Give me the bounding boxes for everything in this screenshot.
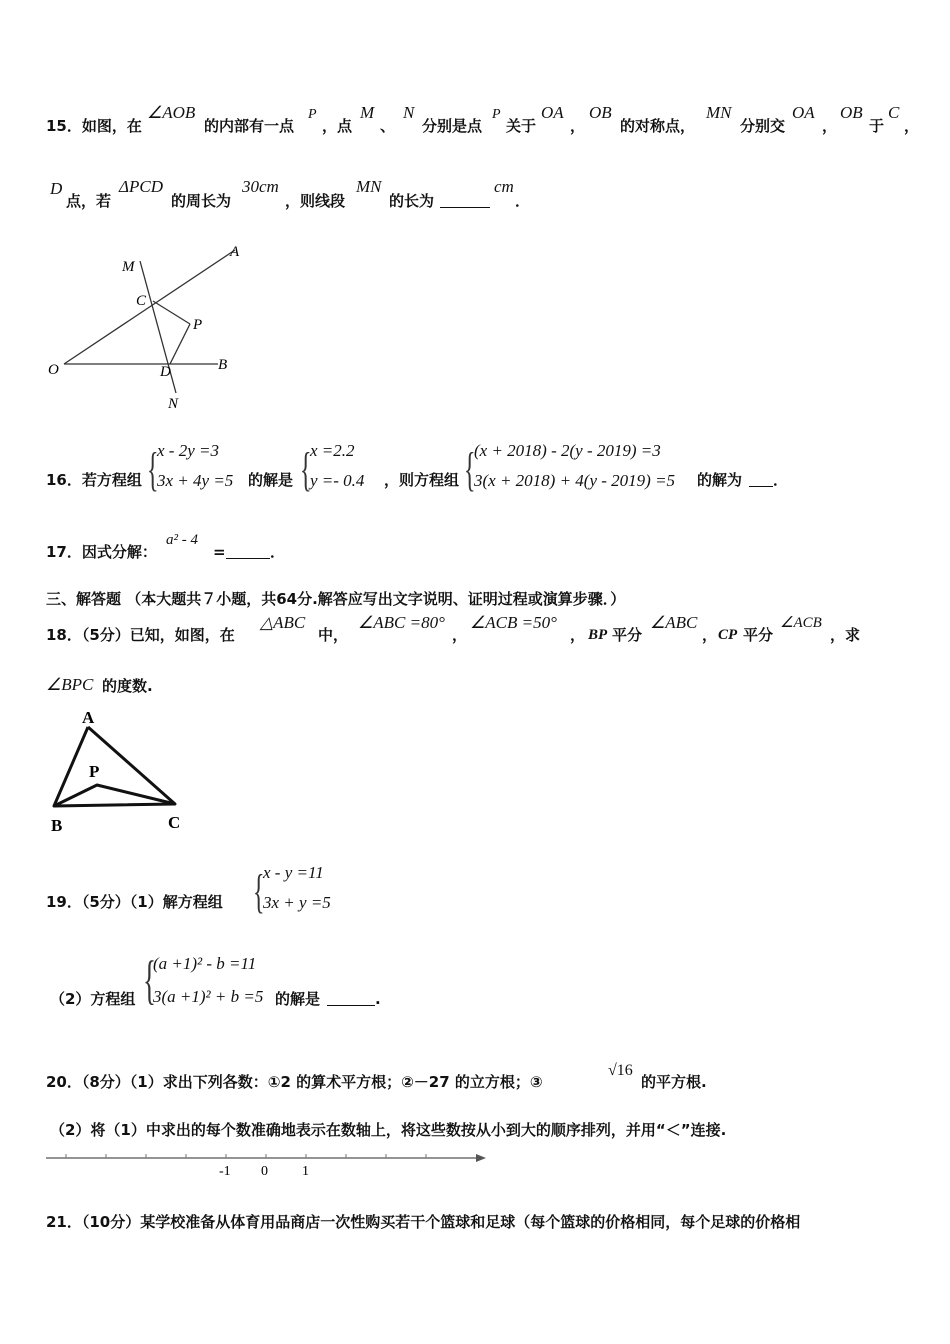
brace: {: [300, 443, 312, 496]
brace: {: [253, 865, 265, 918]
q18-figure: [40, 705, 200, 835]
q15-math: ΔPCD: [119, 177, 163, 196]
label-m: M: [122, 259, 135, 275]
q21-text: 21．（10分）某学校准备从体育用品商店一次性购买若干个篮球和足球（每个篮球的价格相同，每个足球的价格相: [46, 1213, 801, 1231]
q16-solution: [300, 440, 390, 500]
q15-figure: [40, 238, 260, 418]
equation-row: (a +1)² - b =11: [153, 954, 257, 973]
label-a: A: [82, 708, 95, 727]
q15-text: ，: [570, 117, 586, 135]
q19-text: 19．（5分）（1）解方程组: [46, 893, 223, 911]
q15-math: OA: [541, 103, 564, 122]
q15-math: 30cm: [242, 177, 279, 196]
q17-text: ．: [270, 543, 286, 561]
q18-math: ∠BPC: [46, 675, 94, 694]
label-b: B: [51, 816, 63, 835]
q15-text: ，: [822, 117, 838, 135]
q18-text: 中，: [318, 626, 349, 644]
q20-text: 20．（8分）（1）求出下列各数：①2 的算术平方根；②－27 的立方根；③: [46, 1073, 543, 1091]
q16-text: ．: [773, 471, 789, 489]
q18-text: 平分: [743, 626, 774, 644]
label-c: C: [168, 813, 181, 832]
number-line: [40, 1148, 490, 1178]
equation-row: y =- 0.4: [310, 471, 365, 490]
q19-system-2: [143, 950, 283, 1020]
q18-math: △ABC: [260, 613, 306, 632]
answer-blank[interactable]: [749, 472, 773, 487]
q15-text: ，则线段: [285, 192, 346, 210]
answer-blank[interactable]: [327, 991, 375, 1006]
segment-cp: [153, 301, 190, 324]
q19-text: 的解是: [275, 990, 321, 1008]
equation-row: x - y =11: [263, 863, 324, 882]
q15-text: 于: [869, 117, 885, 135]
equation-row: x =2.2: [310, 441, 355, 460]
label-p: P: [89, 762, 100, 781]
q15-math: P: [308, 107, 317, 122]
q18-text: 的度数.: [102, 677, 153, 695]
section-heading: 三、解答题 （本大题共７小题，共64分.解答应写出文字说明、证明过程或演算步骤．）: [46, 590, 626, 608]
equation-row: 3x + 4y =5: [157, 471, 234, 490]
q18-text: ，: [702, 626, 718, 644]
q20-text: （2）将（1）中求出的每个数准确地表示在数轴上，将这些数按从小到大的顺序排列，并用“＜”连接.: [50, 1121, 727, 1139]
q15-math: P: [492, 107, 501, 122]
q15-text: 的周长为: [171, 192, 232, 210]
label-n: N: [168, 396, 179, 412]
q18-text: ，: [570, 626, 586, 644]
q20-math: √16: [608, 1062, 633, 1079]
q17-text: =: [213, 543, 226, 561]
q15-text: 分别是点: [422, 117, 483, 135]
q15-text: ．: [515, 192, 531, 210]
q16-system-1: [147, 440, 247, 500]
label-o: O: [48, 362, 59, 378]
axis-label: 1: [302, 1164, 309, 1178]
answer-blank[interactable]: [440, 193, 490, 208]
equation-row: 3x + y =5: [263, 893, 331, 912]
q19-system-1: [253, 862, 353, 922]
q18-math: ∠ACB: [780, 615, 822, 631]
label-b: B: [218, 357, 228, 373]
q15-math: OB: [589, 103, 612, 122]
q18-text: ，: [452, 626, 468, 644]
q15-text: 、: [380, 117, 396, 135]
ray-oa: [64, 250, 235, 364]
q18-math: ∠ACB =50°: [470, 613, 557, 632]
q15-math: ∠AOB: [147, 103, 196, 122]
brace: {: [464, 443, 476, 496]
answer-blank[interactable]: [226, 544, 270, 559]
triangle-abc: [54, 727, 175, 806]
brace: {: [147, 443, 159, 496]
brace: {: [143, 950, 156, 1010]
q16-text: 16．若方程组: [46, 471, 142, 489]
q19-text: .: [375, 990, 381, 1008]
axis-arrow: [476, 1154, 486, 1162]
q18-math: ∠ABC: [650, 613, 698, 632]
q15-text: 的内部有一点: [204, 117, 295, 135]
q18-math: CP: [718, 627, 738, 643]
q15-math: M: [360, 103, 375, 122]
q15-text: 的长为: [389, 192, 435, 210]
q18-text: ，求: [830, 626, 861, 644]
label-c: C: [136, 293, 147, 309]
q15-math: MN: [356, 177, 382, 196]
q15-math: OA: [792, 103, 815, 122]
equation-row: 3(a +1)² + b =5: [153, 987, 264, 1006]
q16-text: 的解为: [697, 471, 743, 489]
axis-label: -1: [219, 1164, 231, 1178]
q18-text: 平分: [612, 626, 643, 644]
q15-text: 关于: [506, 117, 537, 135]
q17-text: 17．因式分解：: [46, 543, 157, 561]
label-d: D: [160, 364, 171, 380]
q16-text: ，则方程组: [384, 471, 460, 489]
q15-math: D: [50, 179, 63, 198]
segment-pd: [170, 324, 190, 364]
q15-text: 15．如图，在: [46, 117, 142, 135]
equation-row: (x + 2018) - 2(y - 2019) =3: [474, 441, 661, 460]
q15-math: OB: [840, 103, 863, 122]
q15-math: C: [888, 103, 900, 122]
q15-text: ，: [904, 117, 920, 135]
q15-text: 点，若: [66, 192, 112, 210]
q20-text: 的平方根.: [641, 1073, 707, 1091]
q19-text: （2）方程组: [50, 990, 136, 1008]
q18-math: ∠ABC =80°: [358, 613, 445, 632]
q15-math: N: [403, 103, 415, 122]
q15-math: cm: [494, 177, 514, 196]
equation-row: 3(x + 2018) + 4(y - 2019) =5: [474, 471, 676, 490]
q15-text: 的对称点，: [620, 117, 696, 135]
q18-math: BP: [588, 627, 608, 643]
q15-text: 分别交: [740, 117, 786, 135]
equation-row: x - 2y =3: [157, 441, 219, 460]
label-a: A: [230, 244, 240, 260]
label-p: P: [193, 317, 203, 333]
q16-system-2: [464, 440, 696, 500]
q17-expression: a² - 4: [166, 532, 198, 548]
q18-text: 18．（5分）已知，如图，在: [46, 626, 235, 644]
q15-math: MN: [706, 103, 732, 122]
q16-text: 的解是: [248, 471, 294, 489]
q15-text: ，点: [322, 117, 353, 135]
axis-label: 0: [261, 1164, 268, 1178]
